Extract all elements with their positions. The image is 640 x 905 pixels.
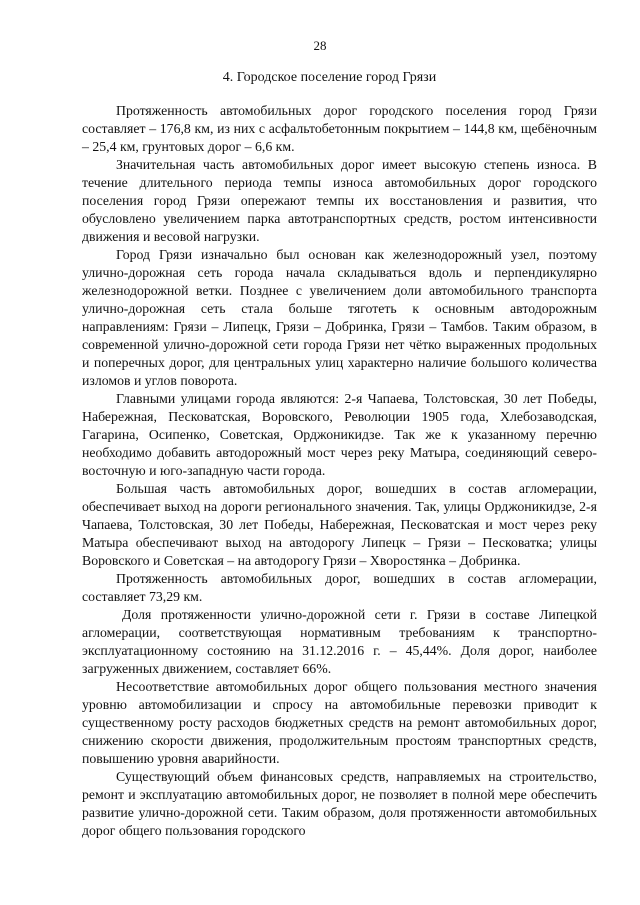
paragraph: Главными улицами города являются: 2-я Чапаева, Толстовская, 30 лет Победы, Набережная, Песковатская, Воровского, Революции 1905 года, Хлебозаводская, Гагарина, Осипенко, Советская, Орджоникидзе. Так же к указанному перечню необходимо добавить автодорожный мост через реку Матыра, соединяющий северо-восточную и юго-западную части города.: [82, 391, 597, 478]
paragraph: Значительная часть автомобильных дорог имеет высокую степень износа. В течение длительного периода темпы износа автомобильных дорог городского поселения город Грязи опережают темпы их восстановления и развития, что обусловлено увеличением парка автотранспортных средств, ростом интенсивности движения и весовой нагрузки.: [82, 157, 597, 244]
paragraph: Протяженность автомобильных дорог, вошедших в состав агломерации, составляет 73,29 км.: [82, 571, 597, 604]
section-heading: 4. Городское поселение город Грязи: [222, 70, 437, 85]
paragraph: Доля протяженности улично-дорожной сети г. Грязи в составе Липецкой агломерации, соответствующая нормативным требованиям к транспортно-эксплуатационному состоянию на 31.12.2016 г. – 45,44%. Доля дорог, наиболее загруженных движением, составляет 66%.: [82, 607, 597, 676]
paragraph: Город Грязи изначально был основан как железнодорожный узел, поэтому улично-дорожная сеть города начала складываться вдоль и перпендикулярно железнодорожной ветки. Позднее с увеличением доли автомобильного транспорта улично-дорожная сеть стала больше тяготеть к основным автодорожным направлениям: Грязи – Липецк, Грязи – Добринка, Грязи – Тамбов. Таким образом, в современной улично-дорожной сети города Грязи нет чётко выраженных продольных и поперечных дорог, для центральных улиц характерно наличие большого количества изломов и углов поворота.: [82, 247, 597, 388]
paragraph: Несоответствие автомобильных дорог общего пользования местного значения уровню автомобилизации и спросу на автомобильные перевозки приводит к существенному росту расходов бюджетных средств на ремонт автомобильных дорог, снижению скорости движения, продолжительным простоям транспортных средств, повышению уровня аварийности.: [82, 679, 597, 766]
paragraph: Существующий объем финансовых средств, направляемых на строительство, ремонт и эксплуатацию автомобильных дорог, не позволяет в полной мере обеспечить развитие улично-дорожной сети. Таким образом, доля протяженности автомобильных дорог общего пользования городского: [82, 769, 597, 838]
paragraph: Протяженность автомобильных дорог городского поселения город Грязи составляет – 176,8 км, из них с асфальтобетонным покрытием – 144,8 км, щебёночным – 25,4 км, грунтовых дорог – 6,6 км.: [82, 103, 597, 154]
body-text: [82, 102, 597, 840]
paragraph: Большая часть автомобильных дорог, вошедших в состав агломерации, обеспечивает выход на дороги регионального значения. Так, улицы Орджоникидзе, 2-я Чапаева, Толстовская, 30 лет Победы, Набережная, Песковатская и мост через реку Матыра обеспечивают выход на автодорогу Липецк – Грязи – Песковатка; улицы Воровского и Советская – на автодорогу Грязи – Хворостянка – Добринка.: [82, 481, 597, 568]
page-number: 28: [313, 38, 327, 53]
